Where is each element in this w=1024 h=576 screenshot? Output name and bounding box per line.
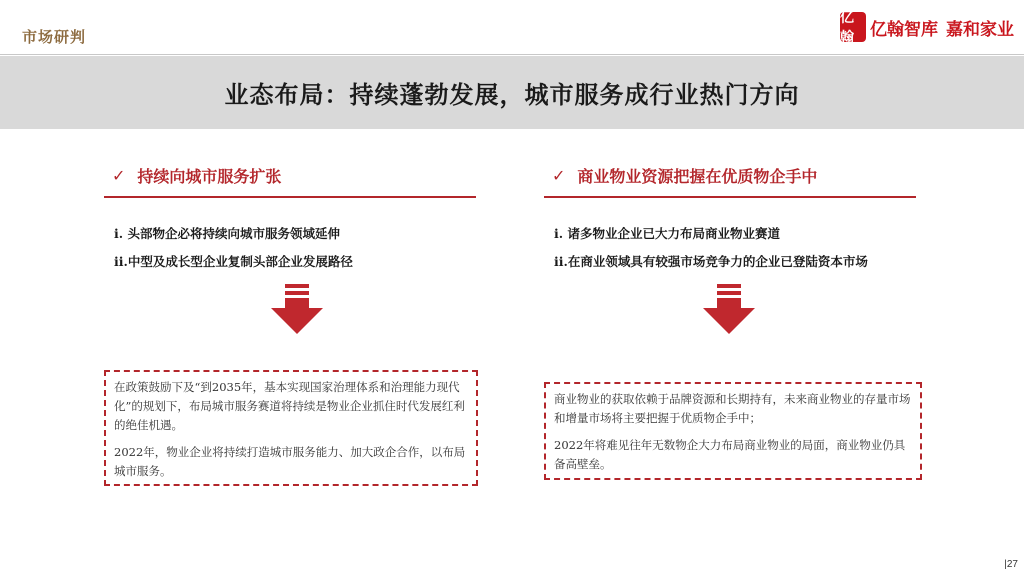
checkmark-icon: ✓ [112, 165, 126, 185]
section-label: 市场研判 [22, 28, 87, 46]
left-heading-text: 持续向城市服务扩张 [137, 166, 282, 186]
list-item: i. 头部物企必将持续向城市服务领域延伸 [114, 226, 340, 241]
brand-logos [840, 10, 1014, 44]
left-column [104, 160, 476, 276]
right-heading-rule [544, 196, 916, 198]
right-column [544, 160, 916, 276]
left-heading [104, 160, 476, 190]
title-band [0, 56, 1024, 129]
right-note-box [544, 382, 922, 480]
down-arrow-icon [271, 284, 323, 336]
left-note-box [104, 370, 478, 486]
right-note-paragraph-2: 2022年将难见往年无数物企大力布局商业物业的局面，商业物业仍具备高壁垒。 [554, 438, 906, 471]
list-item: ii.在商业领域具有较强市场竞争力的企业已登陆资本市场 [554, 254, 868, 269]
left-note-paragraph-2: 2022年，物业企业将持续打造城市服务能力、加大政企合作，以布局城市服务。 [114, 445, 466, 478]
right-note-paragraph-1: 商业物业的获取依赖于品牌资源和长期持有，未来商业物业的存量市场和增量市场将主要把握于优质物企手中； [554, 392, 911, 425]
page-number: |27 [1004, 559, 1018, 570]
list-item: ii.中型及成长型企业复制头部企业发展路径 [114, 254, 353, 269]
header-divider [0, 54, 1024, 55]
logo-brand-jiahe: 嘉和家业 [946, 19, 1014, 40]
logo-brand-yihan: 亿翰智库 [870, 19, 938, 40]
left-heading-rule [104, 196, 476, 198]
down-arrow-icon [703, 284, 755, 336]
checkmark-icon: ✓ [552, 165, 566, 185]
right-heading [544, 160, 916, 190]
list-item: i. 诸多物业企业已大力布局商业物业赛道 [554, 226, 780, 241]
left-list [104, 220, 476, 276]
yihan-logo-icon: 亿翰 [840, 12, 866, 42]
right-heading-text: 商业物业资源把握在优质物企手中 [577, 166, 818, 186]
right-list [544, 220, 916, 276]
left-note-paragraph-1: 在政策鼓励下及“到2035年，基本实现国家治理体系和治理能力现代化”的规划下，布局城市服务赛道将持续是物业企业抓住时代发展红利的绝佳机遇。 [114, 380, 465, 432]
page-title: 业态布局：持续蓬勃发展，城市服务成行业热门方向 [224, 80, 800, 109]
page-number-value: 27 [1006, 559, 1018, 570]
